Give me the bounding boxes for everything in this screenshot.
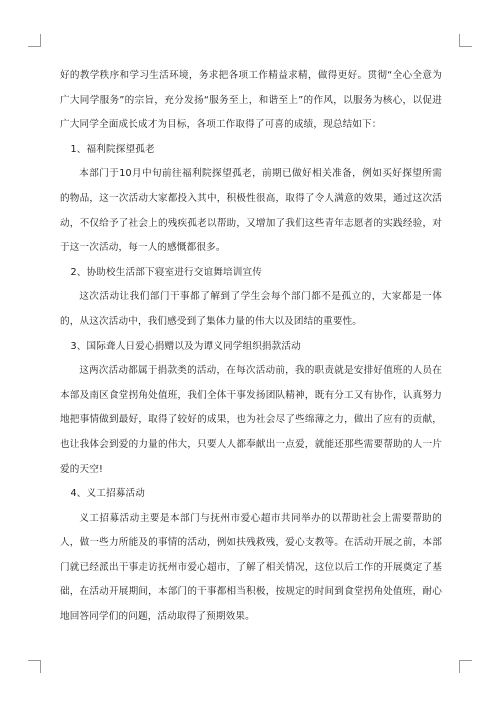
section-paragraph-1: 本部门于10月中旬前往福利院探望孤老，前期已做好相关准备，例如买好探望所需的物品，这一次活动大家都投入其中，积极性很高，取得了令人满意的效果，通过这次活动，不仅给予了社会上的残疾孤老以帮助，又增加了我们这些青年志愿者的实践经验，对于这一次活动，每一人的感慨都很多。 (60, 168, 442, 254)
document-body (60, 64, 442, 630)
crop-mark-top-right (459, 34, 472, 47)
crop-mark-top-left (28, 34, 41, 47)
section-heading-4: 4、义工招募活动 (70, 488, 146, 500)
section-paragraph-2: 这次活动让我们部门干事都了解到了学生会每个部门都不是孤立的，大家都是一体的，从这次活动中，我们感受到了集体力量的伟大以及团结的重要性。 (60, 291, 442, 327)
section-heading-1: 1、福利院探望孤老 (70, 143, 155, 155)
section-paragraph-4: 义工招募活动主要是本部门与抚州市爱心超市共同举办的以帮助社会上需要帮助的人，做一些力所能及的事情的活动，例如扶残救残，爱心支教等。在活动开展之前，本部门就已经派出干事走访抚州市爱心超市，了解了相关情况，这位以后工作的开展奠定了基础，在活动开展期间，本部门的干事都相当积极，按规定的时间到食堂拐角处值班，耐心地回答同学们的问题，活动取得了预期效果。 (60, 512, 442, 623)
section-heading-2: 2、协助校生活部下寝室进行交谊舞培训宣传 (70, 266, 262, 278)
section-heading-3: 3、国际聋人日爱心捐赠以及为谭义同学组织捐款活动 (70, 340, 301, 352)
section-paragraph-3: 这两次活动都属于捐款类的活动，在每次活动前，我的职责就是安排好值班的人员在本部及南区食堂拐角处值班，我们全体干事发扬团队精神，既有分工又有协作，认真努力地把事情做到最好，取得了较好的成果，也为社会尽了些绵薄之力，做出了应有的贡献，也让我体会到爱的力量的伟大，只要人人都奉献出一点爱，就能还那些需要帮助的人一片爱的天空! (60, 365, 442, 475)
crop-mark-bottom-left (28, 660, 41, 673)
intro-paragraph: 好的教学秩序和学习生活环境，务求把各项工作精益求精，做得更好。贯彻“全心全意为广大同学服务”的宗旨，充分发扬“服务至上，和谐至上”的作风，以服务为核心，以促进广大同学全面成长成才为目标，各项工作取得了可喜的成绩，现总结如下： (60, 70, 442, 131)
crop-mark-bottom-right (459, 660, 472, 673)
